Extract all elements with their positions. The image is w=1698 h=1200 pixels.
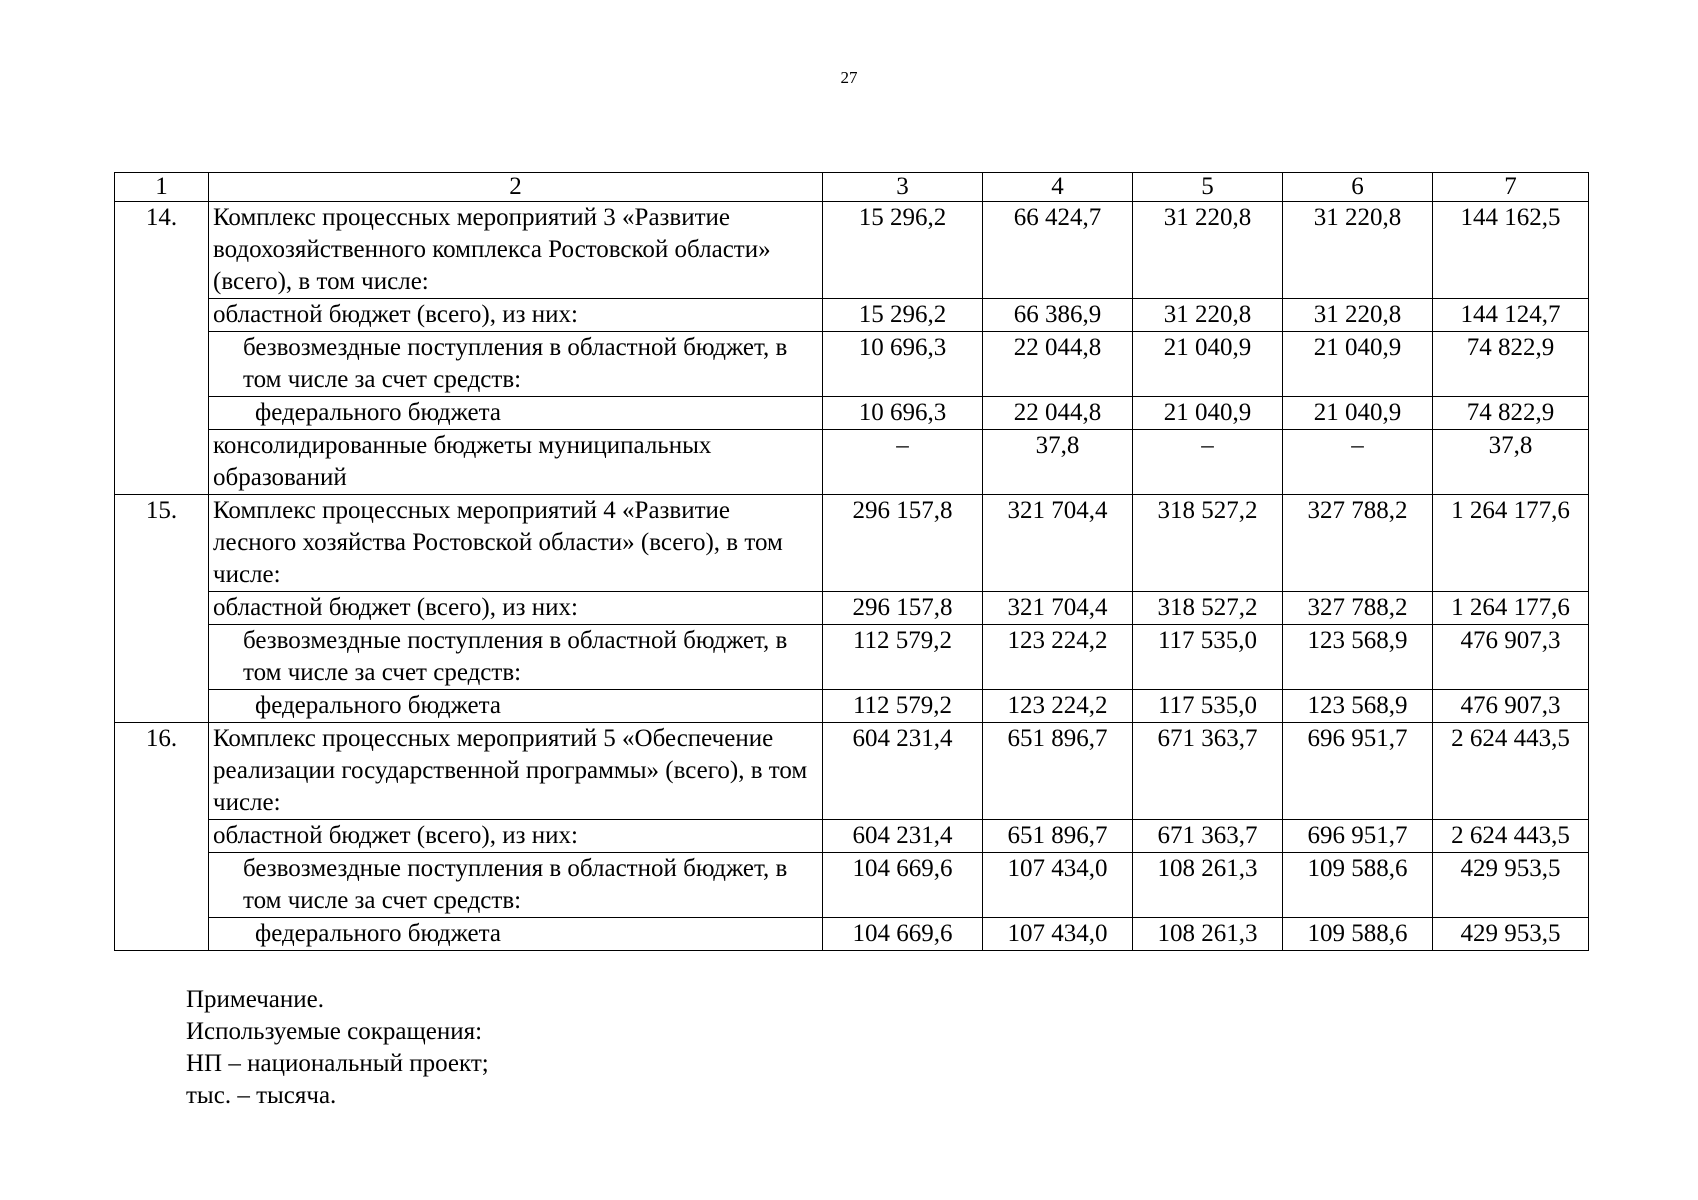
value-cell: 37,8 xyxy=(983,430,1133,495)
value-cell: 318 527,2 xyxy=(1133,592,1283,625)
value-cell: 112 579,2 xyxy=(823,625,983,690)
value-cell: 21 040,9 xyxy=(1283,332,1433,397)
row-index: 16. xyxy=(115,723,209,951)
row-label: безвозмездные поступления в областной бюджет, в том числе за счет средств: xyxy=(209,853,823,918)
row-label: федерального бюджета xyxy=(209,918,823,951)
value-cell: 22 044,8 xyxy=(983,397,1133,430)
table-row xyxy=(115,820,1589,853)
value-cell: 476 907,3 xyxy=(1433,690,1589,723)
value-cell: 108 261,3 xyxy=(1133,918,1283,951)
value-cell: 318 527,2 xyxy=(1133,495,1283,592)
value-cell: 123 224,2 xyxy=(983,625,1133,690)
value-cell: 2 624 443,5 xyxy=(1433,820,1589,853)
value-cell: 107 434,0 xyxy=(983,918,1133,951)
value-cell: – xyxy=(1283,430,1433,495)
value-cell: 321 704,4 xyxy=(983,592,1133,625)
value-cell: 123 568,9 xyxy=(1283,690,1433,723)
table-row xyxy=(115,202,1589,299)
row-index: 15. xyxy=(115,495,209,723)
value-cell: 31 220,8 xyxy=(1283,202,1433,299)
table-row xyxy=(115,918,1589,951)
value-cell: 21 040,9 xyxy=(1133,332,1283,397)
table-row xyxy=(115,397,1589,430)
row-label: областной бюджет (всего), из них: xyxy=(209,592,823,625)
value-cell: 2 624 443,5 xyxy=(1433,723,1589,820)
value-cell: 651 896,7 xyxy=(983,723,1133,820)
value-cell: 10 696,3 xyxy=(823,397,983,430)
column-number: 1 xyxy=(115,173,209,202)
table-row xyxy=(115,430,1589,495)
value-cell: 671 363,7 xyxy=(1133,723,1283,820)
table-row xyxy=(115,853,1589,918)
value-cell: 74 822,9 xyxy=(1433,332,1589,397)
row-label: Комплекс процессных мероприятий 3 «Развитие водохозяйственного комплекса Ростовской области» (всего), в том числе: xyxy=(209,202,823,299)
note-line: тыс. – тысяча. xyxy=(186,1082,337,1109)
value-cell: 476 907,3 xyxy=(1433,625,1589,690)
value-cell: 109 588,6 xyxy=(1283,853,1433,918)
row-label: консолидированные бюджеты муниципальных образований xyxy=(209,430,823,495)
value-cell: 296 157,8 xyxy=(823,592,983,625)
value-cell: 15 296,2 xyxy=(823,202,983,299)
value-cell: – xyxy=(1133,430,1283,495)
column-number: 5 xyxy=(1133,173,1283,202)
value-cell: 696 951,7 xyxy=(1283,723,1433,820)
value-cell: 296 157,8 xyxy=(823,495,983,592)
value-cell: – xyxy=(823,430,983,495)
table-row xyxy=(115,690,1589,723)
value-cell: 321 704,4 xyxy=(983,495,1133,592)
value-cell: 31 220,8 xyxy=(1133,202,1283,299)
column-number: 3 xyxy=(823,173,983,202)
value-cell: 104 669,6 xyxy=(823,918,983,951)
column-number: 2 xyxy=(209,173,823,202)
value-cell: 37,8 xyxy=(1433,430,1589,495)
note-line: НП – национальный проект; xyxy=(186,1050,489,1077)
value-cell: 604 231,4 xyxy=(823,820,983,853)
note-line: Используемые сокращения: xyxy=(186,1018,483,1045)
value-cell: 66 424,7 xyxy=(983,202,1133,299)
table-row xyxy=(115,495,1589,592)
value-cell: 21 040,9 xyxy=(1283,397,1433,430)
value-cell: 144 162,5 xyxy=(1433,202,1589,299)
table-row xyxy=(115,723,1589,820)
value-cell: 10 696,3 xyxy=(823,332,983,397)
value-cell: 696 951,7 xyxy=(1283,820,1433,853)
value-cell: 604 231,4 xyxy=(823,723,983,820)
value-cell: 107 434,0 xyxy=(983,853,1133,918)
row-label: областной бюджет (всего), из них: xyxy=(209,299,823,332)
value-cell: 21 040,9 xyxy=(1133,397,1283,430)
value-cell: 123 224,2 xyxy=(983,690,1133,723)
page-number: 27 xyxy=(840,68,858,87)
value-cell: 31 220,8 xyxy=(1283,299,1433,332)
value-cell: 651 896,7 xyxy=(983,820,1133,853)
column-number: 4 xyxy=(983,173,1133,202)
value-cell: 31 220,8 xyxy=(1133,299,1283,332)
value-cell: 429 953,5 xyxy=(1433,853,1589,918)
value-cell: 1 264 177,6 xyxy=(1433,592,1589,625)
value-cell: 109 588,6 xyxy=(1283,918,1433,951)
value-cell: 429 953,5 xyxy=(1433,918,1589,951)
row-label: федерального бюджета xyxy=(209,690,823,723)
table-row xyxy=(115,332,1589,397)
value-cell: 112 579,2 xyxy=(823,690,983,723)
row-label: безвозмездные поступления в областной бюджет, в том числе за счет средств: xyxy=(209,332,823,397)
value-cell: 1 264 177,6 xyxy=(1433,495,1589,592)
value-cell: 671 363,7 xyxy=(1133,820,1283,853)
row-label: безвозмездные поступления в областной бюджет, в том числе за счет средств: xyxy=(209,625,823,690)
row-label: областной бюджет (всего), из них: xyxy=(209,820,823,853)
value-cell: 123 568,9 xyxy=(1283,625,1433,690)
value-cell: 144 124,7 xyxy=(1433,299,1589,332)
value-cell: 108 261,3 xyxy=(1133,853,1283,918)
column-number-row xyxy=(115,173,1589,202)
value-cell: 327 788,2 xyxy=(1283,495,1433,592)
table-row xyxy=(115,592,1589,625)
row-label: федерального бюджета xyxy=(209,397,823,430)
budget-table xyxy=(114,172,1589,951)
column-number: 6 xyxy=(1283,173,1433,202)
value-cell: 104 669,6 xyxy=(823,853,983,918)
value-cell: 117 535,0 xyxy=(1133,625,1283,690)
notes xyxy=(186,984,489,1112)
row-label: Комплекс процессных мероприятий 5 «Обеспечение реализации государственной программы» (всего), в том числе: xyxy=(209,723,823,820)
value-cell: 66 386,9 xyxy=(983,299,1133,332)
value-cell: 74 822,9 xyxy=(1433,397,1589,430)
column-number: 7 xyxy=(1433,173,1589,202)
row-index: 14. xyxy=(115,202,209,495)
table-row xyxy=(115,625,1589,690)
value-cell: 22 044,8 xyxy=(983,332,1133,397)
table-row xyxy=(115,299,1589,332)
value-cell: 327 788,2 xyxy=(1283,592,1433,625)
value-cell: 117 535,0 xyxy=(1133,690,1283,723)
note-heading: Примечание. xyxy=(186,986,325,1013)
value-cell: 15 296,2 xyxy=(823,299,983,332)
row-label: Комплекс процессных мероприятий 4 «Развитие лесного хозяйства Ростовской области» (всего), в том числе: xyxy=(209,495,823,592)
